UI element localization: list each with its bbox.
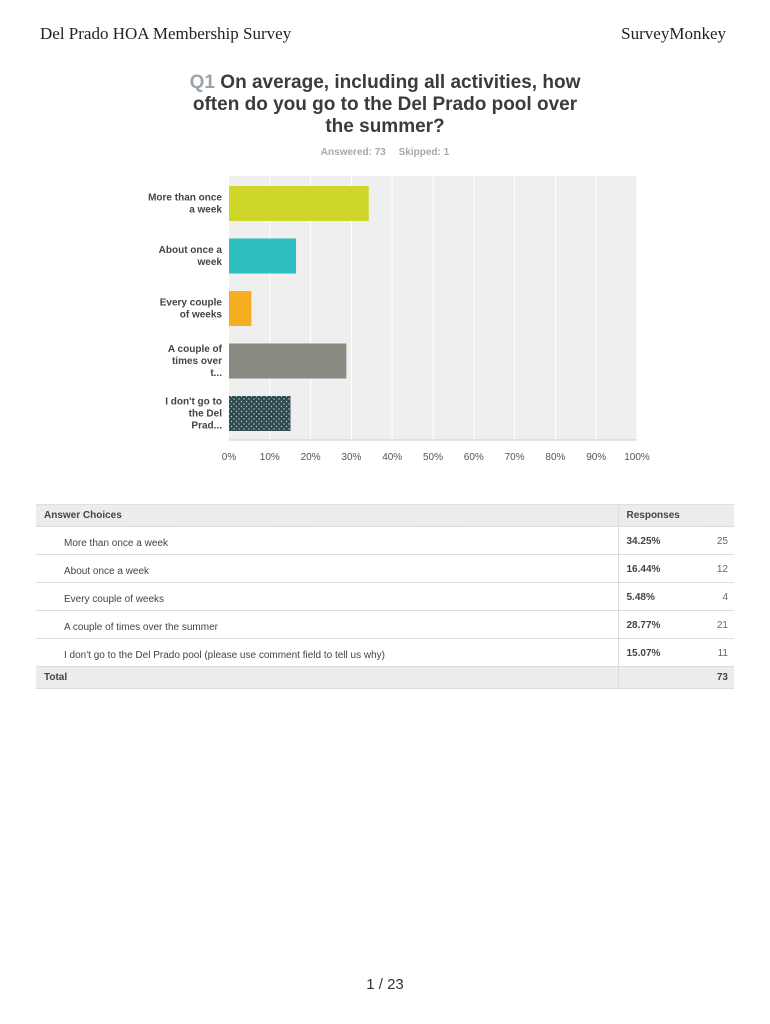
y-category-label: Every couple of weeks (159, 297, 222, 321)
bar (229, 239, 296, 274)
x-tick-label: 20% (300, 452, 321, 463)
row-percent: 16.44% (618, 555, 678, 583)
row-percent: 28.77% (618, 611, 678, 639)
table-row (36, 611, 734, 639)
row-percent: 5.48% (618, 583, 678, 611)
y-category-label: More than once a week (148, 192, 222, 216)
table-row (36, 639, 734, 667)
question-text: On average, including all activities, how often do you go to the Del Prado pool over the summer? (192, 72, 581, 137)
bar (229, 291, 251, 326)
row-count: 11 (678, 639, 734, 667)
row-choice: I don't go to the Del Prado pool (please use comment field to tell us why) (36, 639, 618, 667)
bar-chart (0, 0, 770, 480)
row-percent: 34.25% (618, 527, 678, 555)
y-category-label: About once a week (158, 245, 222, 268)
total-percent (618, 667, 678, 689)
row-choice: Every couple of weeks (36, 583, 618, 611)
header-answer-choices: Answer Choices (36, 505, 618, 527)
x-tick-label: 100% (624, 452, 650, 463)
x-tick-label: 0% (221, 452, 237, 463)
header-responses: Responses (618, 505, 734, 527)
skipped-count: Skipped: 1 (398, 147, 450, 158)
x-tick-label: 10% (259, 452, 280, 463)
brand-name: SurveyMonkey (621, 24, 726, 43)
x-tick-label: 40% (382, 452, 403, 463)
table-header-row (36, 505, 734, 527)
row-choice: More than once a week (36, 527, 618, 555)
row-count: 25 (678, 527, 734, 555)
bar (229, 186, 369, 221)
x-tick-label: 60% (463, 452, 484, 463)
row-choice: About once a week (36, 555, 618, 583)
page-number: 1 / 23 (366, 976, 404, 993)
table-row (36, 527, 734, 555)
table-row (36, 555, 734, 583)
row-count: 21 (678, 611, 734, 639)
x-tick-label: 70% (504, 452, 525, 463)
row-percent: 15.07% (618, 639, 678, 667)
row-choice: A couple of times over the summer (36, 611, 618, 639)
y-category-label: A couple of times over t... (167, 344, 222, 379)
total-count: 73 (678, 667, 734, 689)
x-tick-label: 90% (586, 452, 607, 463)
y-category-label: I don't go to the Del Prad... (165, 396, 222, 432)
bar (229, 396, 290, 431)
question-number: Q1 (189, 72, 216, 93)
document-title: Del Prado HOA Membership Survey (40, 24, 292, 43)
bar (229, 344, 346, 379)
table-row (36, 583, 734, 611)
x-tick-label: 30% (341, 452, 362, 463)
row-count: 4 (678, 583, 734, 611)
responses-table (36, 504, 734, 689)
x-tick-label: 80% (545, 452, 566, 463)
x-tick-label: 50% (422, 452, 444, 463)
answered-count: Answered: 73 (320, 147, 386, 158)
row-count: 12 (678, 555, 734, 583)
table-total-row (36, 667, 734, 689)
total-label: Total (36, 667, 618, 689)
